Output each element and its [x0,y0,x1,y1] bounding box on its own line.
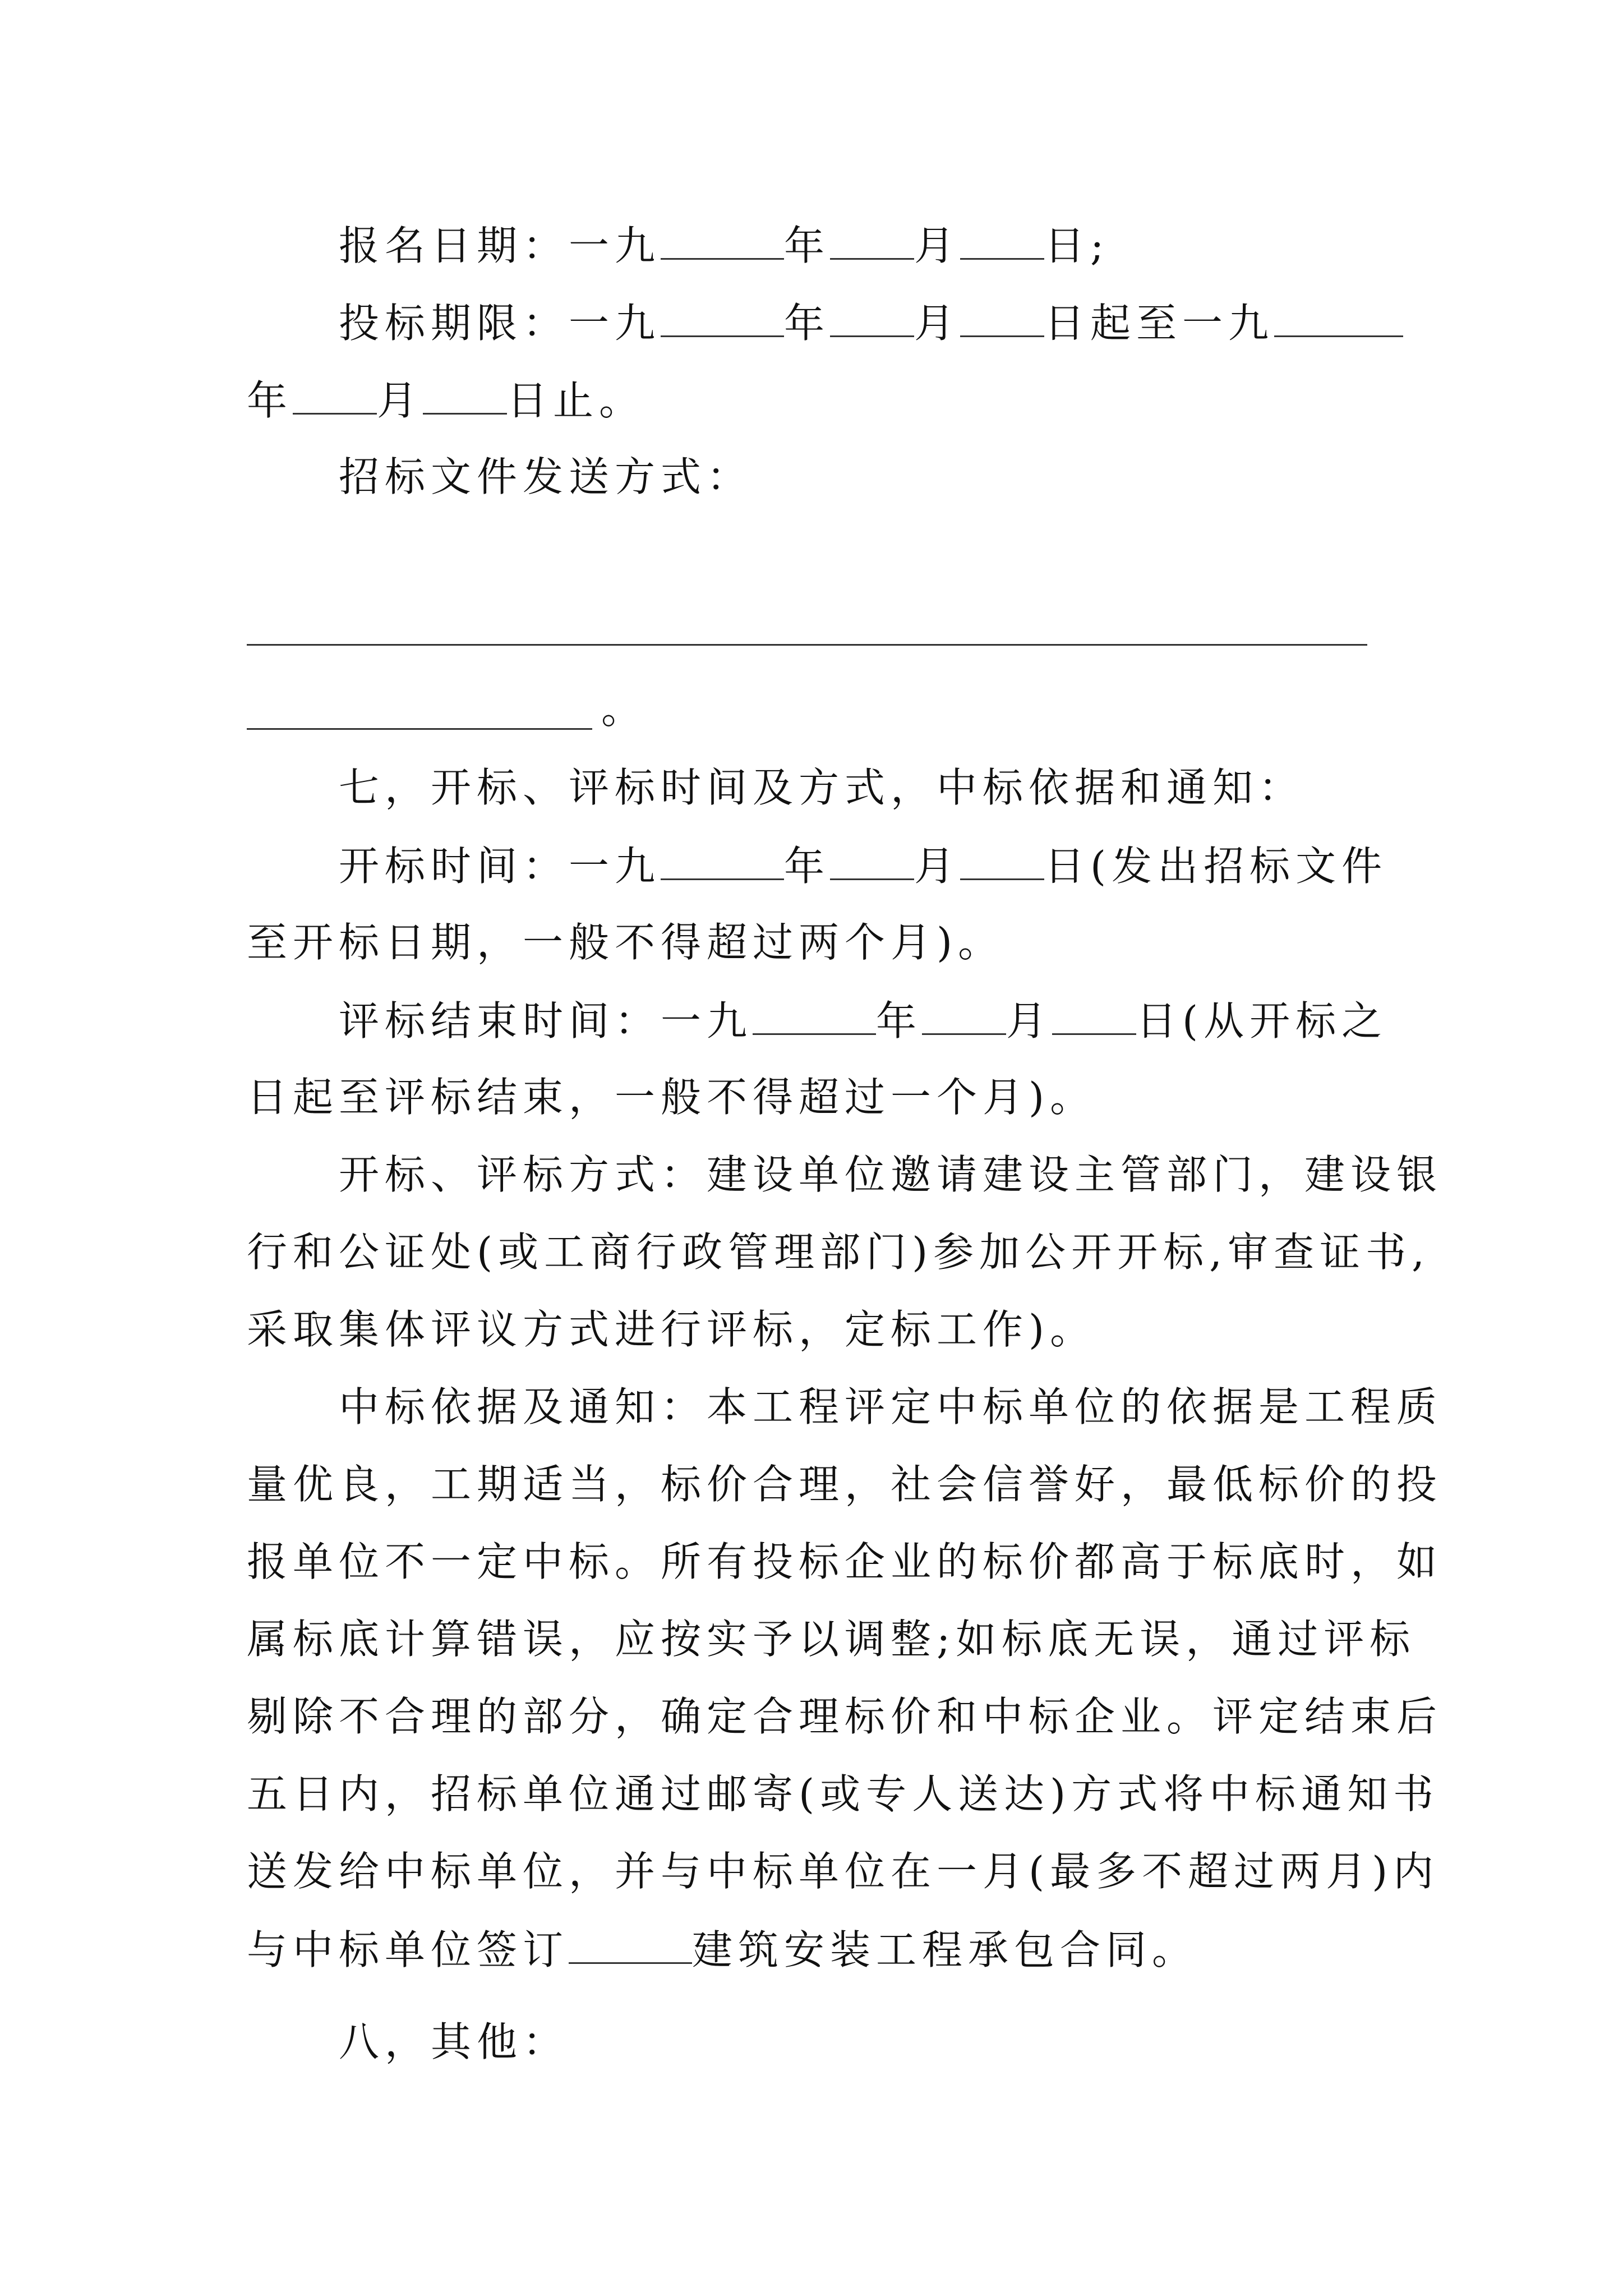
month-unit: 月 [914,222,961,269]
evaluation-end-line [339,997,1388,1045]
send-method-blank-2 [247,728,592,730]
year-unit: 年 [784,843,831,890]
year-blank-2 [1274,302,1403,337]
year-blank [661,224,784,260]
day-blank [960,302,1044,337]
day-blank [960,845,1044,880]
basis-paragraph-line: 剔除不合理的部分，确定合理标价和中标企业。评定结束后 [247,1693,1443,1740]
opening-time-label: 开标时间：一九 [339,843,661,890]
registration-date-label: 报名日期：一九 [339,222,661,269]
basis-paragraph-line: 中标依据及通知：本工程评定中标单位的依据是工程质 [339,1383,1443,1430]
basis-paragraph-line: 送发给中标单位，并与中标单位在一月(最多不超过两月)内 [247,1848,1440,1895]
year-blank [753,1000,876,1035]
month-blank [830,224,914,260]
basis-paragraph-last-line: 与中标单位签订 建筑安装工程承包合同。 [247,1926,1198,1973]
registration-date-line [339,222,1110,269]
year-unit-2: 年 [247,377,293,424]
end-unit: 日止。 [507,377,645,424]
month-blank [830,845,914,880]
opening-time-line [339,843,1388,890]
year-blank [661,845,784,880]
month-unit: 月 [914,300,961,347]
month-unit: 月 [1006,997,1053,1045]
method-paragraph-line: 采取集体评议方式进行评标，定标工作)。 [247,1306,1096,1353]
day-blank-2 [423,379,507,415]
basis-paragraph-line: 量优良，工期适当，标价合理，社会信誉好，最低标价的投 [247,1461,1443,1508]
day-blank [960,224,1044,260]
bid-period-line [339,300,1403,347]
year-unit: 年 [784,222,831,269]
month-blank [830,302,914,337]
day-blank [1052,1000,1136,1035]
send-method-label: 招标文件发送方式： [339,453,753,500]
year-blank [661,302,784,337]
opening-time-line-2: 至开标日期，一般不得超过两个月)。 [247,919,1004,966]
day-note: 日(发出招标文件 [1044,843,1388,890]
day-start-unit: 日起至一九 [1044,300,1275,347]
year-unit: 年 [784,300,831,347]
bid-period-label: 投标期限：一九 [339,300,661,347]
month-blank-2 [293,379,377,415]
month-unit-2: 月 [377,377,423,424]
evaluation-end-label: 评标结束时间：一九 [339,997,753,1045]
basis-paragraph-line: 属标底计算错误，应按实予以调整;如标底无误，通过评标 [247,1616,1416,1663]
year-unit: 年 [876,997,923,1045]
section8-heading: 八，其他： [339,2018,569,2065]
section7-heading: 七，开标、评标时间及方式，中标依据和通知： [339,764,1305,811]
send-method-line [339,453,753,500]
month-blank [922,1000,1006,1035]
day-unit: 日; [1044,222,1110,269]
day-note: 日(从开标之 [1136,997,1388,1045]
method-paragraph-line: 行和公证处(或工商行政管理部门)参加公开开标,审查证书, [247,1228,1430,1276]
contract-name-blank [569,1929,692,1964]
bid-period-line-2 [247,377,645,424]
method-paragraph-line: 开标、评标方式：建设单位邀请建设主管部门，建设银 [339,1151,1443,1198]
basis-paragraph-line: 报单位不一定中标。所有投标企业的标价都高于标底时，如 [247,1538,1443,1585]
send-method-end: 。 [601,685,648,733]
month-unit: 月 [914,843,961,890]
evaluation-end-line-2: 日起至评标结束，一般不得超过一个月)。 [247,1074,1096,1121]
send-method-blank-1 [247,644,1367,646]
basis-paragraph-line: 五日内，招标单位通过邮寄(或专人送达)方式将中标通知书 [247,1770,1440,1818]
